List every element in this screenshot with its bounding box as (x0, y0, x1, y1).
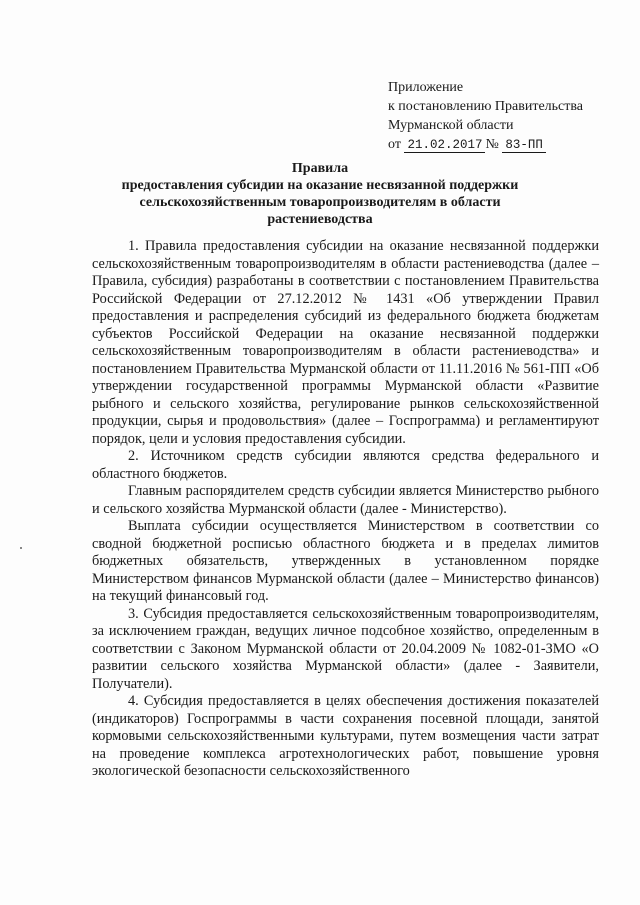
paragraph-5: 3. Субсидия предоставляется сельскохозяйственным товаропроизводителям, за исключением граждан, ведущих личное подсобное хозяйство, определенным в соответствии с Законом Мурманской области от 20.04.2009 № 1082-01-ЗМО «О развитии сельского хозяйства Мурманской области» (далее - Заявители, Получатели). (92, 605, 599, 692)
paragraph-6: 4. Субсидия предоставляется в целях обеспечения достижения показателей (индикаторов) Госпрограммы в части сохранения посевной площади, занятой кормовыми сельскохозяйственными культурами, путем возмещения части затрат на проведение комплекса агротехнологических работ, повышение уровня экологической безопасности сельскохозяйственного (92, 693, 599, 779)
appendix-number-sign: № (485, 137, 499, 152)
document-body (92, 238, 599, 781)
title-line-1: Правила (291, 161, 349, 176)
paragraph-4: Выплата субсидии осуществляется Министерством в соответствии со сводной бюджетной росписью областного бюджета и в пределах лимитов бюджетных обязательств, утвержденных в установленном порядке Министерством финансов Мурманской области (далее – Министерство финансов) на текущий финансовый год. (92, 518, 599, 604)
appendix-resolution-line: к постановлению Правительства (388, 99, 584, 114)
document-title (120, 160, 520, 228)
appendix-header (388, 78, 583, 155)
appendix-region-line: Мурманской области (388, 118, 514, 133)
appendix-date: 21.02.2017 (404, 138, 485, 153)
title-line-4: растениеводства (267, 212, 373, 227)
appendix-from-prefix: от (388, 137, 401, 152)
paragraph-2: 2. Источником средств субсидии являются средства федерального и областного бюджетов. (92, 448, 599, 482)
scan-speck (20, 547, 22, 549)
title-line-2: предоставления субсидии на оказание несвязанной поддержки (121, 178, 519, 193)
paragraph-3: Главным распорядителем средств субсидии является Министерство рыбного и сельского хозяйства Мурманской области (далее - Министерство). (92, 483, 599, 517)
appendix-label: Приложение (388, 80, 464, 95)
appendix-number: 83-ПП (502, 138, 546, 153)
title-line-3: сельскохозяйственным товаропроизводителям в области (139, 195, 501, 210)
appendix-date-line (388, 135, 583, 155)
paragraph-1: 1. Правила предоставления субсидии на оказание несвязанной поддержки сельскохозяйственным товаропроизводителям в области растениеводства (далее – Правила, субсидия) разработаны в соответствии с постановлением Правительства Российской Федерации от 27.12.2012 № 1431 «Об утверждении Правил предоставления и распределения субсидий из федерального бюджета бюджетам субъектов Российской Федерации на оказание несвязанной поддержки сельскохозяйственным товаропроизводителям в области растениеводства» и постановлением Правительства Мурманской области от 11.11.2016 № 561-ПП «Об утверждении государственной программы Мурманской области «Развитие рыбного и сельского хозяйства, регулирование рынков сельскохозяйственной продукции, сырья и продовольствия» (далее – Госпрограмма) и регламентируют порядок, цели и условия предоставления субсидии. (92, 238, 599, 447)
